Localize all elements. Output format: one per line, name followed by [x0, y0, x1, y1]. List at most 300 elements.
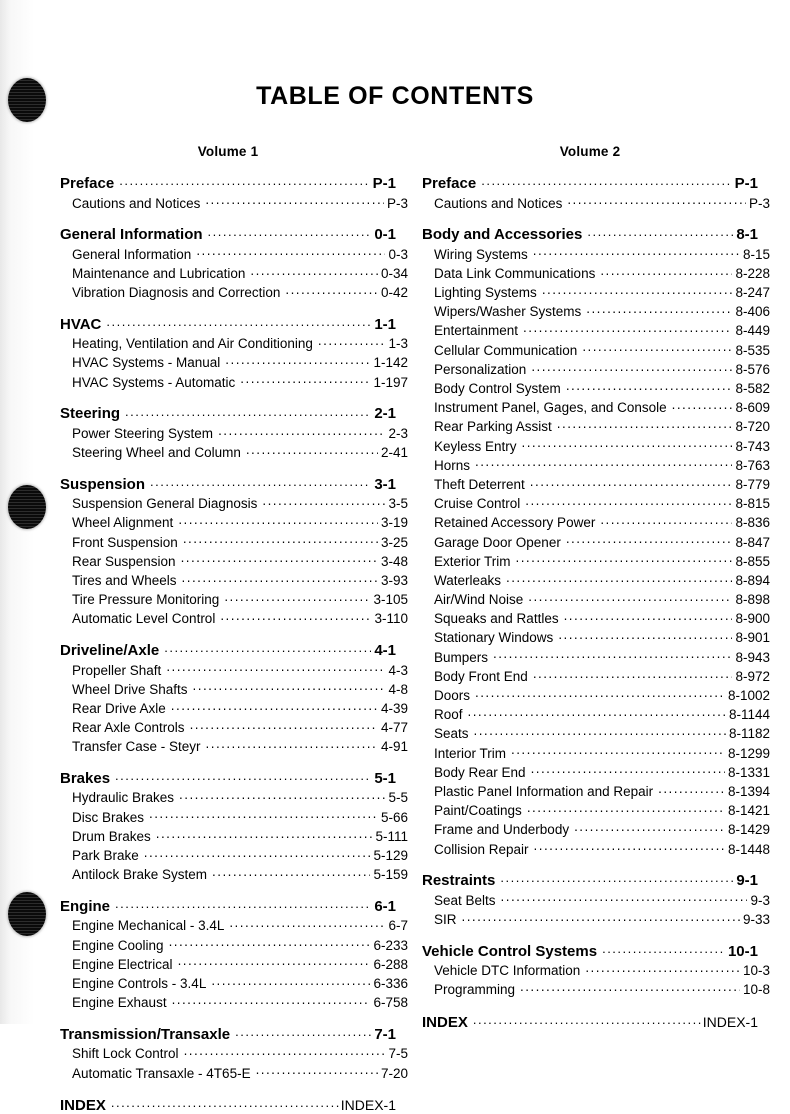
- toc-entry-page-number: 8-576: [735, 361, 770, 377]
- toc-entry-page-number: 8-609: [735, 400, 770, 416]
- dot-leader: [585, 962, 740, 976]
- dot-leader: [522, 437, 733, 451]
- dot-leader: [256, 1064, 378, 1078]
- toc-entry-label: Roof: [434, 707, 463, 723]
- toc-entry-label: HVAC: [60, 315, 102, 333]
- toc-entry-label: Garage Door Opener: [434, 534, 561, 550]
- toc-entry-label: Antilock Brake System: [72, 867, 208, 883]
- toc-entry-page-number: 3-48: [380, 553, 408, 569]
- toc-subsection-entry[interactable]: [422, 706, 770, 725]
- toc-entry-label: General Information: [72, 246, 192, 262]
- toc-entry-label: Rear Suspension: [72, 553, 176, 569]
- toc-subsection-entry[interactable]: [422, 264, 770, 283]
- toc-subsection-entry[interactable]: [60, 917, 408, 936]
- toc-section-entry[interactable]: [60, 885, 396, 917]
- toc-entry-page-number: 8-894: [735, 572, 770, 588]
- toc-subsection-entry[interactable]: [422, 495, 770, 514]
- toc-entry-page-number: 2-1: [374, 405, 396, 423]
- toc-entry-page-number: 0-34: [380, 265, 408, 281]
- toc-entry-page-number: 6-336: [373, 975, 408, 991]
- dot-leader: [520, 981, 740, 995]
- toc-subsection-entry[interactable]: [60, 444, 408, 463]
- toc-subsection-entry[interactable]: [422, 571, 770, 590]
- dot-leader: [144, 847, 371, 861]
- toc-subsection-entry[interactable]: [422, 437, 770, 456]
- toc-subsection-entry[interactable]: [422, 284, 770, 303]
- toc-entry-page-number: 8-406: [735, 304, 770, 320]
- dot-leader: [531, 360, 732, 374]
- dot-leader: [172, 994, 371, 1008]
- toc-entry-label: Interior Trim: [434, 745, 507, 761]
- toc-subsection-entry[interactable]: [422, 552, 770, 571]
- volume-heading: Volume 1: [197, 144, 259, 159]
- toc-entry-page-number: 8-1429: [727, 822, 770, 838]
- toc-section-entry[interactable]: [60, 463, 396, 495]
- dot-leader: [246, 444, 378, 458]
- toc-entry-page-number: 0-1: [374, 226, 396, 244]
- dot-leader: [119, 173, 369, 188]
- toc-entry-page-number: 8-1002: [727, 688, 770, 703]
- toc-entry-page-number: 4-39: [380, 700, 408, 716]
- toc-entry-page-number: 0-42: [380, 285, 408, 301]
- dot-leader: [190, 719, 378, 733]
- toc-subsection-entry[interactable]: [422, 782, 770, 801]
- toc-entry-label: Propeller Shaft: [72, 662, 162, 678]
- toc-entry-page-number: 4-8: [388, 681, 408, 697]
- toc-subsection-entry[interactable]: [422, 591, 770, 610]
- toc-entry-page-number: 8-720: [735, 419, 770, 435]
- toc-subsection-entry[interactable]: [422, 725, 770, 744]
- dot-leader: [156, 827, 373, 841]
- dot-leader: [169, 936, 371, 950]
- toc-entry-page-number: 1-1: [374, 315, 396, 333]
- toc-entry-page-number: 8-836: [735, 515, 770, 531]
- toc-subsection-entry[interactable]: [60, 789, 408, 808]
- toc-entry-page-number: 8-1331: [727, 764, 770, 780]
- dot-leader: [212, 866, 370, 880]
- toc-index-entry[interactable]: [422, 1000, 758, 1030]
- toc-entry-page-number: 7-1: [374, 1025, 396, 1043]
- dot-leader: [218, 424, 385, 438]
- toc-entry-page-number: 4-3: [388, 662, 408, 678]
- toc-subsection-entry[interactable]: [60, 699, 408, 718]
- toc-entry-page-number: 8-1182: [728, 726, 770, 742]
- toc-subsection-entry[interactable]: [60, 661, 408, 680]
- toc-entry-label: Steering Wheel and Column: [72, 445, 241, 460]
- toc-entry-page-number: 8-898: [735, 592, 770, 608]
- toc-entry-page-number: 3-93: [380, 572, 408, 588]
- toc-subsection-entry[interactable]: [60, 514, 408, 533]
- toc-entry-page-number: 1-142: [373, 355, 408, 371]
- toc-entry-page-number: 3-105: [373, 592, 408, 608]
- toc-subsection-entry[interactable]: [422, 981, 770, 1000]
- toc-entry-label: Heating, Ventilation and Air Conditioning: [72, 336, 313, 352]
- toc-subsection-entry[interactable]: [60, 680, 408, 699]
- dot-leader: [533, 245, 740, 259]
- toc-subsection-entry[interactable]: [422, 456, 770, 475]
- toc-entry-label: Rear Drive Axle: [72, 700, 166, 716]
- toc-section-entry[interactable]: [60, 629, 396, 661]
- toc-entry-label: Disc Brakes: [72, 809, 145, 825]
- toc-entry-page-number: 2-41: [380, 445, 408, 460]
- toc-subsection-entry[interactable]: [60, 827, 408, 846]
- toc-subsection-entry[interactable]: [422, 380, 770, 399]
- toc-entry-label: Wheel Alignment: [72, 515, 174, 531]
- volume-heading: Volume 2: [559, 144, 621, 159]
- dot-leader: [516, 552, 733, 566]
- dot-leader: [178, 514, 378, 528]
- toc-subsection-entry[interactable]: [60, 847, 408, 866]
- toc-entry-page-number: 8-15: [742, 246, 770, 262]
- toc-entry-page-number: 8-901: [735, 630, 770, 646]
- toc-subsection-entry[interactable]: [60, 245, 408, 264]
- toc-section-entry[interactable]: [422, 173, 758, 194]
- toc-subsection-entry[interactable]: [60, 194, 408, 213]
- dot-leader: [525, 495, 732, 509]
- toc-entry-label: Engine Electrical: [72, 956, 173, 972]
- dot-leader: [475, 687, 725, 701]
- toc-entry-page-number: P-1: [372, 175, 396, 192]
- dot-leader: [179, 789, 385, 803]
- toc-subsection-entry[interactable]: [422, 341, 770, 360]
- dot-leader: [196, 245, 385, 259]
- toc-entry-label: Hydraulic Brakes: [72, 790, 175, 806]
- toc-entry-label: Engine: [60, 897, 111, 915]
- dot-leader: [602, 941, 725, 956]
- toc-subsection-entry[interactable]: [60, 264, 408, 283]
- toc-subsection-entry[interactable]: [422, 610, 770, 629]
- toc-entry-label: Body Front End: [434, 668, 528, 684]
- dot-leader: [567, 194, 746, 208]
- toc-entry-label: Tire Pressure Monitoring: [72, 592, 220, 608]
- toc-entry-page-number: 5-159: [373, 867, 408, 883]
- toc-subsection-entry[interactable]: [60, 808, 408, 827]
- dot-leader: [115, 768, 371, 783]
- toc-subsection-entry[interactable]: [422, 360, 770, 379]
- toc-subsection-entry[interactable]: [422, 687, 770, 706]
- toc-entry-label: Seats: [434, 726, 469, 742]
- dot-leader: [528, 591, 732, 605]
- page-title: TABLE OF CONTENTS: [256, 82, 534, 110]
- toc-subsection-entry[interactable]: [422, 475, 770, 494]
- toc-entry-label: Suspension General Diagnosis: [72, 496, 258, 512]
- toc-column-volume-1: [60, 144, 408, 1114]
- toc-subsection-entry[interactable]: [60, 936, 408, 955]
- dot-leader: [658, 782, 725, 796]
- toc-subsection-entry[interactable]: [60, 552, 408, 571]
- toc-subsection-entry[interactable]: [60, 866, 408, 885]
- dot-leader: [468, 706, 726, 720]
- toc-subsection-entry[interactable]: [60, 591, 408, 610]
- toc-entry-page-number: 5-1: [374, 769, 396, 787]
- toc-entry-label: Exterior Trim: [434, 553, 511, 569]
- dot-leader: [149, 808, 378, 822]
- toc-entry-page-number: 9-3: [750, 892, 770, 908]
- toc-entry-page-number: INDEX-1: [340, 1097, 396, 1114]
- toc-entry-page-number: 8-1448: [727, 841, 770, 857]
- toc-subsection-entry[interactable]: [422, 891, 770, 910]
- toc-entry-label: Bumpers: [434, 649, 489, 665]
- dot-leader: [511, 744, 725, 758]
- toc-entry-page-number: 3-5: [388, 496, 408, 512]
- toc-subsection-entry[interactable]: [422, 840, 770, 859]
- toc-entry-page-number: 10-8: [742, 982, 770, 998]
- toc-subsection-entry[interactable]: [422, 821, 770, 840]
- dot-leader: [530, 475, 733, 489]
- toc-entry-label: Data Link Communications: [434, 265, 596, 281]
- dot-leader: [566, 380, 733, 394]
- toc-section-entry[interactable]: [422, 213, 758, 245]
- dot-leader: [564, 610, 733, 624]
- toc-entry-page-number: 8-449: [735, 323, 770, 339]
- toc-entry-page-number: 5-5: [388, 790, 408, 806]
- toc-subsection-entry[interactable]: [60, 354, 408, 373]
- toc-entry-page-number: 8-1394: [727, 783, 770, 799]
- toc-entry-page-number: 8-1299: [727, 745, 770, 761]
- dot-leader: [600, 514, 732, 528]
- dot-leader: [164, 640, 371, 655]
- dot-leader: [206, 738, 378, 752]
- dot-leader: [184, 1045, 386, 1059]
- toc-entry-label: General Information: [60, 226, 203, 244]
- dot-leader: [523, 322, 732, 336]
- toc-entry-page-number: 6-288: [373, 956, 408, 972]
- toc-entry-page-number: 8-815: [735, 496, 770, 512]
- toc-index-entry[interactable]: [60, 1083, 396, 1113]
- toc-entry-label: Plastic Panel Information and Repair: [434, 783, 654, 799]
- toc-subsection-entry[interactable]: [422, 533, 770, 552]
- toc-subsection-entry[interactable]: [60, 974, 408, 993]
- toc-entry-page-number: 2-3: [388, 425, 408, 441]
- dot-leader: [181, 552, 378, 566]
- dot-leader: [111, 1095, 341, 1110]
- toc-entry-label: Automatic Level Control: [72, 611, 216, 627]
- dot-leader: [481, 173, 731, 188]
- dot-leader: [566, 533, 733, 547]
- toc-entry-label: Drum Brakes: [72, 828, 151, 844]
- toc-entry-label: Keyless Entry: [434, 438, 517, 454]
- dot-leader: [125, 403, 371, 418]
- toc-subsection-entry[interactable]: [422, 629, 770, 648]
- toc-entry-page-number: 8-1144: [728, 707, 770, 723]
- toc-entry-label: SIR: [434, 911, 457, 927]
- toc-entry-page-number: P-1: [734, 175, 758, 192]
- toc-entry-page-number: 3-110: [374, 611, 408, 627]
- toc-entry-label: Programming: [434, 982, 516, 998]
- toc-subsection-entry[interactable]: [422, 245, 770, 264]
- toc-column-volume-2: [422, 144, 770, 1031]
- toc-entry-label: INDEX: [60, 1097, 106, 1114]
- dot-leader: [462, 910, 740, 924]
- toc-entry-page-number: 0-3: [388, 246, 408, 262]
- toc-entry-label: Frame and Underbody: [434, 822, 570, 838]
- toc-entry-label: Theft Deterrent: [434, 476, 525, 492]
- toc-entry-label: Engine Mechanical - 3.4L: [72, 918, 225, 934]
- toc-subsection-entry[interactable]: [422, 303, 770, 322]
- toc-entry-label: Cautions and Notices: [72, 195, 201, 211]
- dot-leader: [493, 648, 732, 662]
- toc-entry-label: Shift Lock Control: [72, 1046, 179, 1062]
- toc-entry-label: Preface: [422, 175, 477, 192]
- toc-subsection-entry[interactable]: [60, 955, 408, 974]
- dot-leader: [240, 373, 370, 387]
- toc-subsection-entry[interactable]: [422, 194, 770, 213]
- toc-subsection-entry[interactable]: [60, 533, 408, 552]
- toc-subsection-entry[interactable]: [422, 399, 770, 418]
- toc-entry-label: Lighting Systems: [434, 285, 537, 301]
- dot-leader: [229, 917, 385, 931]
- toc-entry-label: Park Brake: [72, 848, 139, 863]
- toc-entry-page-number: 9-1: [736, 872, 758, 890]
- toc-entry-label: Paint/Coatings: [434, 803, 522, 819]
- dot-leader: [150, 474, 371, 489]
- toc-section-entry[interactable]: [60, 757, 396, 789]
- dot-leader: [183, 533, 378, 547]
- dot-leader: [473, 1012, 703, 1027]
- toc-entry-label: Waterleaks: [434, 572, 502, 588]
- toc-entry-label: Body and Accessories: [422, 226, 583, 244]
- dot-leader: [582, 341, 732, 355]
- toc-subsection-entry[interactable]: [60, 1045, 408, 1064]
- toc-entry-page-number: 3-1: [374, 475, 396, 493]
- toc-entry-label: Wheel Drive Shafts: [72, 681, 188, 697]
- toc-entry-page-number: 6-1: [374, 897, 396, 915]
- toc-subsection-entry[interactable]: [60, 284, 408, 303]
- toc-entry-page-number: 1-3: [388, 336, 408, 352]
- dot-leader: [178, 955, 371, 969]
- toc-entry-label: Vehicle DTC Information: [434, 963, 581, 979]
- toc-entry-label: Transfer Case - Steyr: [72, 739, 201, 755]
- toc-entry-page-number: 8-582: [735, 381, 770, 396]
- toc-entry-page-number: 8-1421: [727, 803, 770, 819]
- toc-entry-label: HVAC Systems - Manual: [72, 355, 221, 371]
- toc-entry-page-number: 10-1: [727, 942, 758, 960]
- toc-subsection-entry[interactable]: [60, 719, 408, 738]
- dot-leader: [558, 629, 732, 643]
- toc-entry-list: [422, 173, 770, 1031]
- dot-leader: [182, 571, 378, 585]
- toc-entry-label: Suspension: [60, 475, 146, 493]
- toc-entry-page-number: 4-91: [380, 739, 408, 755]
- toc-entry-label: Cellular Communication: [434, 342, 578, 358]
- toc-subsection-entry[interactable]: [422, 322, 770, 341]
- toc-entry-label: Brakes: [60, 769, 111, 787]
- toc-entry-page-number: 5-66: [380, 809, 408, 825]
- toc-subsection-entry[interactable]: [422, 802, 770, 821]
- toc-subsection-entry[interactable]: [60, 1064, 408, 1083]
- dot-leader: [115, 896, 371, 911]
- dot-leader: [533, 667, 733, 681]
- dot-leader: [542, 284, 733, 298]
- toc-entry-label: Instrument Panel, Gages, and Console: [434, 400, 667, 416]
- dot-leader: [557, 418, 733, 432]
- dot-leader: [208, 224, 372, 239]
- toc-subsection-entry[interactable]: [422, 418, 770, 437]
- toc-subsection-entry[interactable]: [60, 495, 408, 514]
- toc-entry-label: Vehicle Control Systems: [422, 942, 598, 960]
- toc-subsection-entry[interactable]: [60, 571, 408, 590]
- toc-subsection-entry[interactable]: [60, 610, 408, 629]
- toc-subsection-entry[interactable]: [60, 738, 408, 757]
- toc-entry-label: Doors: [434, 688, 471, 703]
- toc-subsection-entry[interactable]: [60, 335, 408, 354]
- dot-leader: [193, 680, 386, 694]
- toc-entry-page-number: 8-763: [735, 457, 770, 473]
- toc-entry-page-number: 6-758: [373, 995, 408, 1011]
- dot-leader: [586, 303, 732, 317]
- toc-subsection-entry[interactable]: [60, 373, 408, 392]
- toc-section-entry[interactable]: [60, 1013, 396, 1045]
- toc-entry-label: Vibration Diagnosis and Correction: [72, 285, 281, 301]
- toc-entry-label: Rear Parking Assist: [434, 419, 552, 435]
- toc-entry-label: Driveline/Axle: [60, 642, 160, 659]
- dot-leader: [534, 840, 725, 854]
- toc-entry-page-number: 8-247: [735, 285, 770, 301]
- toc-section-entry[interactable]: [60, 303, 396, 335]
- toc-subsection-entry[interactable]: [422, 910, 770, 929]
- toc-entry-label: Rear Axle Controls: [72, 720, 185, 736]
- dot-leader: [500, 870, 733, 885]
- toc-entry-label: Stationary Windows: [434, 630, 554, 646]
- toc-section-entry[interactable]: [60, 392, 396, 424]
- toc-section-entry[interactable]: [422, 930, 758, 962]
- toc-entry-label: Restraints: [422, 872, 496, 890]
- toc-section-entry[interactable]: [60, 213, 396, 245]
- toc-subsection-entry[interactable]: [422, 514, 770, 533]
- toc-subsection-entry[interactable]: [60, 994, 408, 1013]
- toc-entry-page-number: 9-33: [742, 911, 770, 927]
- toc-subsection-entry[interactable]: [422, 763, 770, 782]
- toc-entry-page-number: 8-228: [735, 265, 770, 281]
- toc-entry-page-number: INDEX-1: [702, 1013, 758, 1030]
- toc-entry-page-number: 4-1: [374, 642, 396, 659]
- dot-leader: [262, 495, 385, 509]
- toc-entry-label: Wiring Systems: [434, 246, 528, 262]
- toc-subsection-entry[interactable]: [422, 962, 770, 981]
- toc-entry-page-number: 7-20: [380, 1065, 408, 1081]
- toc-entry-list: [60, 173, 408, 1114]
- dot-leader: [220, 610, 371, 624]
- toc-entry-label: HVAC Systems - Automatic: [72, 374, 236, 390]
- toc-entry-label: Cruise Control: [434, 496, 521, 512]
- toc-entry-label: Engine Exhaust: [72, 995, 167, 1011]
- toc-entry-page-number: 5-111: [375, 828, 408, 844]
- toc-entry-page-number: 8-900: [735, 611, 770, 627]
- toc-entry-page-number: 6-7: [388, 918, 408, 934]
- dot-leader: [225, 354, 370, 368]
- toc-entry-label: Squeaks and Rattles: [434, 611, 559, 627]
- toc-subsection-entry[interactable]: [422, 667, 770, 686]
- dot-leader: [106, 314, 371, 329]
- toc-section-entry[interactable]: [422, 859, 758, 891]
- dot-leader: [205, 194, 384, 208]
- toc-entry-page-number: 10-3: [742, 963, 770, 979]
- toc-subsection-entry[interactable]: [422, 744, 770, 763]
- toc-entry-page-number: 4-77: [380, 720, 408, 736]
- dot-leader: [235, 1024, 371, 1039]
- dot-leader: [600, 264, 732, 278]
- toc-subsection-entry[interactable]: [422, 648, 770, 667]
- toc-subsection-entry[interactable]: [60, 424, 408, 443]
- toc-entry-label: Cautions and Notices: [434, 195, 563, 211]
- toc-entry-label: Personalization: [434, 361, 527, 377]
- toc-entry-label: Maintenance and Lubrication: [72, 265, 246, 281]
- toc-entry-label: Engine Cooling: [72, 937, 164, 953]
- toc-section-entry[interactable]: [60, 173, 396, 194]
- hole-punch-middle: [8, 485, 46, 529]
- toc-entry-page-number: 8-943: [735, 649, 770, 665]
- toc-entry-page-number: 5-129: [373, 848, 408, 863]
